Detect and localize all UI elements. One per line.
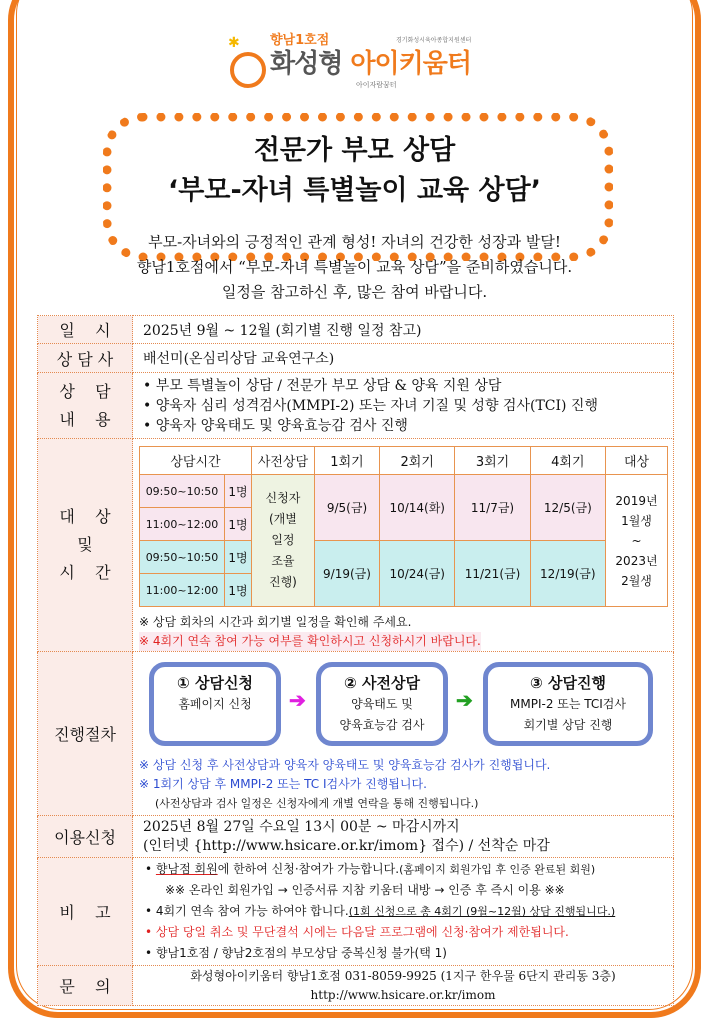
schedule-table bbox=[139, 446, 668, 607]
logo-name-a: 화성형 bbox=[270, 49, 343, 79]
capacity: 1명 bbox=[225, 508, 252, 541]
title-line2: ‘부모-자녀 특별놀이 교육 상담’ bbox=[168, 175, 541, 206]
remark-member: • 향남점 회원에 한하여 신청·참여가 가능합니다.(홈페이지 회원가입 후 인증 완료된 회원) bbox=[145, 862, 596, 876]
session-date: 10/14(화) bbox=[380, 475, 455, 541]
remark-text: (홈페이지 회원가입 후 인증 완료된 회원) bbox=[399, 863, 596, 876]
capacity: 1명 bbox=[225, 541, 252, 574]
process-flow bbox=[133, 652, 673, 756]
title-line1: 전문가 부모 상담 bbox=[253, 135, 456, 166]
label-apply: 이용신청 bbox=[38, 816, 133, 858]
remark-text: (1회 신청으로 총 4회기 (9월~12월) 상담 진행됩니다.) bbox=[348, 905, 616, 918]
session-date: 9/19(금) bbox=[314, 541, 379, 607]
contact-url[interactable]: http://www.hsicare.or.kr/imom bbox=[310, 987, 496, 1002]
step-title: ② 사전상담 bbox=[344, 674, 420, 692]
step-apply bbox=[149, 662, 281, 746]
session-date: 11/21(금) bbox=[455, 541, 530, 607]
process-note: ※ 상담 신청 후 사전상담과 양육자 양육태도 및 양육효능감 검사가 진행됩니다. bbox=[139, 758, 551, 772]
logo-name-b: 아이키움터 bbox=[350, 49, 472, 79]
label-target: 대 상 및 시 간 bbox=[38, 439, 133, 652]
time-slot: 09:50~10:50 bbox=[140, 541, 225, 574]
remark-text: 상담 당일 취소 및 무단결석 시에는 다음달 프로그램에 신청·참여가 제한됩니다. bbox=[155, 925, 569, 939]
schedule-note: ※ 상담 회차의 시간과 회기별 일정을 확인해 주세요. bbox=[139, 615, 412, 629]
logo-tagline: 아이자람꿈터 bbox=[356, 81, 397, 89]
process-note: (사전상담과 검사 일정은 신청자에게 개별 연락을 통해 진행됩니다.) bbox=[155, 797, 479, 810]
face-logo-icon bbox=[230, 52, 266, 88]
step-desc: 홈페이지 신청 bbox=[178, 697, 252, 711]
intro-line: 향남1호점에서 “부모-자녀 특별놀이 교육 상담”을 준비하였습니다. bbox=[136, 258, 573, 276]
process-note: ※ 1회기 상담 후 MMPI-2 또는 TC I검사가 진행됩니다. bbox=[139, 777, 427, 791]
header-pre: 사전상담 bbox=[251, 447, 314, 475]
schedule-warning: ※ 4회기 연속 참여 가능 여부를 확인하시고 신청하시기 바랍니다. bbox=[139, 632, 481, 651]
date-value: 2025년 9월 ~ 12월 (회기별 진행 일정 참고) bbox=[133, 316, 674, 344]
session-date: 9/5(금) bbox=[314, 475, 379, 541]
header-session3: 3회기 bbox=[455, 447, 530, 475]
remark-text: 향남1호점 / 향남2호점의 부모상담 중복신청 불가(택 1) bbox=[155, 946, 447, 960]
capacity: 1명 bbox=[225, 475, 252, 508]
session-date: 11/7금) bbox=[455, 475, 530, 541]
contact-info: 화성형아이키움터 향남1호점 031-8059-9925 (1지구 한우물 6단지 관리동 3층) bbox=[190, 968, 616, 983]
step-desc: 양육태도 및 양육효능감 검사 bbox=[339, 697, 425, 732]
label-remarks: 비 고 bbox=[38, 858, 133, 966]
remark-duplicate: • 향남1호점 / 향남2호점의 부모상담 중복신청 불가(택 1) bbox=[145, 946, 447, 960]
session-date: 10/24(금) bbox=[380, 541, 455, 607]
pre-consult: 신청자 (개별 일정 조율 진행) bbox=[251, 475, 314, 607]
schedule-cell bbox=[133, 439, 674, 652]
step-pre-consult bbox=[316, 662, 448, 746]
step-title: ③ 상담진행 bbox=[530, 674, 606, 692]
content-item: • 양육자 양육태도 및 양육효능감 검사 진행 bbox=[143, 416, 673, 436]
time-slot: 11:00~12:00 bbox=[140, 508, 225, 541]
header-time: 상담시간 bbox=[140, 447, 252, 475]
info-table bbox=[37, 315, 674, 1006]
remark-signup: ※※ 온라인 회원가입 → 인증서류 지참 키움터 내방 → 인증 후 즉시 이용 ※※ bbox=[165, 883, 565, 897]
apply-method: (인터넷 {http://www.hsicare.or.kr/imom} 접수) / 선착순 마감 bbox=[143, 837, 550, 854]
process-cell bbox=[133, 652, 674, 816]
label-content: 상 담 내 용 bbox=[38, 373, 133, 439]
step-consult bbox=[483, 662, 653, 746]
remark-member-em: 향남점 회원 bbox=[155, 862, 218, 876]
label-contact: 문 의 bbox=[38, 966, 133, 1006]
intro-line: 부모-자녀와의 긍정적인 관계 형성! 자녀의 건강한 성장과 발달! bbox=[148, 233, 561, 251]
logo-branch: 향남1호점 bbox=[270, 33, 330, 48]
remark-text: 4회기 연속 참여 가능 하여야 합니다. bbox=[155, 904, 349, 918]
star-icon: ✱ bbox=[228, 35, 240, 51]
content-item: • 부모 특별놀이 상담 / 전문가 부모 상담 & 양육 지원 상담 bbox=[143, 376, 673, 396]
apply-period: 2025년 8월 27일 수요일 13시 00분 ~ 마감시까지 bbox=[143, 818, 460, 835]
header-session2: 2회기 bbox=[380, 447, 455, 475]
remark-cancel: • 상담 당일 취소 및 무단결석 시에는 다음달 프로그램에 신청·참여가 제한됩니다. bbox=[145, 925, 569, 939]
label-date: 일 시 bbox=[38, 316, 133, 344]
session-date: 12/19(금) bbox=[530, 541, 605, 607]
arrow-right-icon: ➔ bbox=[456, 688, 473, 712]
intro-text bbox=[0, 230, 709, 305]
target-age: 2019년 1월생 ~ 2023년 2월생 bbox=[606, 475, 668, 607]
capacity: 1명 bbox=[225, 574, 252, 607]
header-target: 대상 bbox=[606, 447, 668, 475]
arrow-right-icon: ➔ bbox=[289, 688, 306, 712]
content-item: • 양육자 심리 성격검사(MMPI-2) 또는 자녀 기질 및 성향 검사(TCI) 진행 bbox=[143, 396, 673, 416]
time-slot: 11:00~12:00 bbox=[140, 574, 225, 607]
content-value bbox=[133, 373, 674, 439]
counselor-value: 배선미(온심리상담 교육연구소) bbox=[133, 344, 674, 373]
step-title: ① 상담신청 bbox=[177, 674, 253, 692]
header-session1: 1회기 bbox=[314, 447, 379, 475]
session-date: 12/5(금) bbox=[530, 475, 605, 541]
step-desc: MMPI-2 또는 TCI검사 회기별 상담 진행 bbox=[510, 697, 626, 732]
remark-sessions: • 4회기 연속 참여 가능 하여야 합니다.(1회 신청으로 총 4회기 (9월~12월) 상담 진행됩니다.) bbox=[145, 904, 616, 918]
logo bbox=[226, 33, 496, 102]
time-slot: 09:50~10:50 bbox=[140, 475, 225, 508]
label-counselor: 상 담 사 bbox=[38, 344, 133, 373]
logo-org: 경기화성시육아종합지원센터 bbox=[396, 37, 472, 44]
remark-text: 에 한하여 신청·참여가 가능합니다. bbox=[217, 862, 400, 876]
header-session4: 4회기 bbox=[530, 447, 605, 475]
label-process: 진행절차 bbox=[38, 652, 133, 816]
intro-line: 일정을 참고하신 후, 많은 참여 바랍니다. bbox=[221, 283, 488, 301]
logo-name bbox=[270, 51, 471, 77]
